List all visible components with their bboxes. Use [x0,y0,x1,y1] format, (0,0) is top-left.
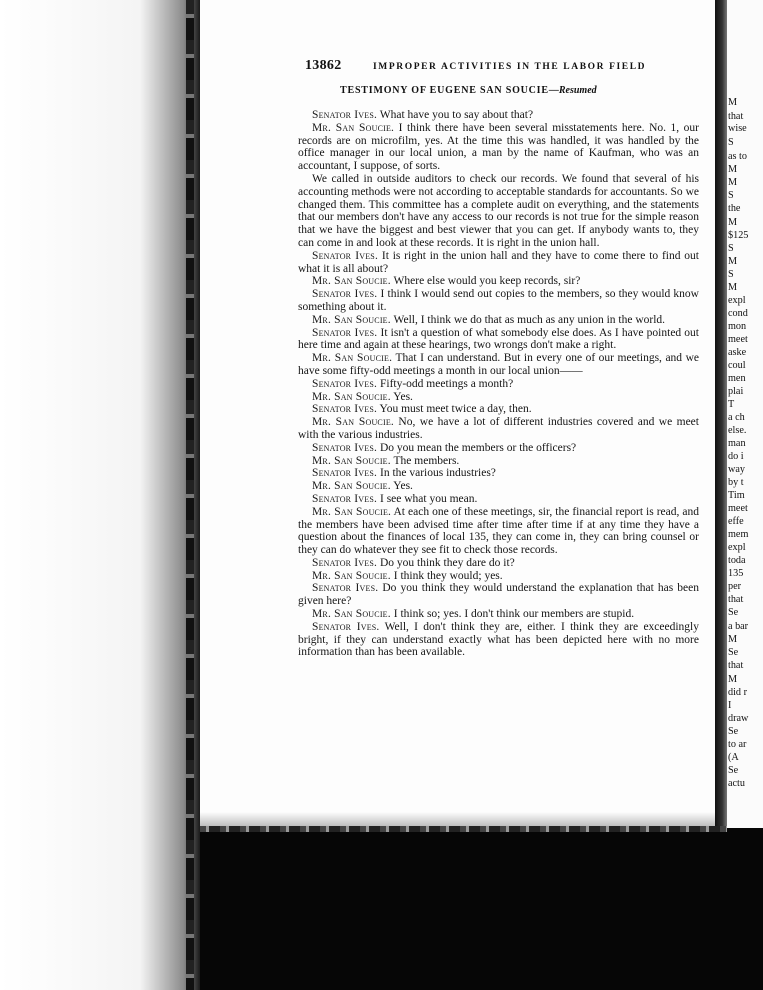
page-number: 13862 [305,58,342,73]
speaker-name: Mr. San Soucie. [312,608,391,621]
facing-page-text: the [728,203,741,214]
testimony-paragraph [298,288,699,314]
paragraph-text: Well, I don't think they are, either. I think they are exceedingly bright, if they can understand exactly what has been depicted here with no more information than has been available. [298,620,699,659]
testimony-paragraph [298,493,699,506]
paragraph-text: No, we have a lot of different industries covered and we meet with the various industries. [298,416,699,441]
facing-page-text: M [728,674,738,685]
facing-page-text: S [728,243,734,254]
testimony-paragraph [298,442,699,455]
paragraph-text: It is right in the union hall and they have to come there to find out what it is all about? [298,249,699,275]
testimony-paragraph [298,275,699,288]
facing-page-text: S [728,137,734,148]
facing-page-text: expl [728,542,746,553]
testimony-body [298,109,699,659]
binding-streak [186,0,194,990]
facing-page-text: as to [728,151,747,162]
paragraph-text: Do you think they would understand the explanation that has been given here? [298,582,699,608]
speaker-name: Mr. San Soucie. [312,121,395,134]
facing-page-text: per [728,581,742,592]
testimony-paragraph [298,314,699,327]
facing-page-text: draw [728,713,749,724]
facing-page-text: T [728,399,735,410]
testimony-paragraph [298,391,699,404]
speaker-name: Senator Ives. [312,467,378,480]
facing-page-text: toda [728,555,746,566]
paragraph-text: It isn't a question of what somebody else does. As I have pointed out here time and again at these hearings, two wrongs don't make a right. [298,326,700,352]
facing-page-text: S [728,190,734,201]
testimony-paragraph [298,109,699,122]
speaker-name: Senator Ives. [312,403,378,416]
testimony-paragraph [298,352,699,378]
facing-page-text: by t [728,477,744,488]
facing-page-text: meet [728,334,748,345]
testimony-paragraph [298,467,699,480]
facing-page-text: to ar [728,739,747,750]
facing-page-text: S [728,269,734,280]
facing-page-text: $125 [728,230,749,241]
testimony-paragraph [298,480,699,493]
paragraph-text: Do you think they dare do it? [377,556,515,569]
facing-page-text: way [728,464,745,475]
speaker-name: Mr. San Soucie. [312,416,394,429]
speaker-name: Senator Ives. [312,620,380,633]
paragraph-text: The members. [390,454,460,467]
facing-page-text: (A [728,752,739,763]
paragraph-text: I see what you mean. [377,492,478,505]
testimony-paragraph [298,570,699,583]
page-header [305,58,700,76]
speaker-name: Senator Ives. [312,326,378,339]
testimony-paragraph [298,122,699,173]
paragraph-text: Where else would you keep records, sir? [390,275,581,288]
testimony-paragraph [298,621,699,659]
paragraph-text: Do you mean the members or the officers? [377,441,577,454]
scan-dark-area [200,828,763,990]
facing-page-text: Se [728,765,739,776]
facing-page-text: a bar [728,621,749,632]
paragraph-text: At each one of these meetings, sir, the financial report is read, and the members have been advised time after time after time if at any time they have a question about the finances of local 135, they can come in, they can bring counsel or they can do whatever they see fit to check those records. [298,505,699,557]
speaker-name: Mr. San Soucie. [312,275,391,288]
paragraph-text: We called in outside auditors to check our records. We found that several of his accounting methods were not according to acceptable standards for accountants. So we changed them. This committee has a complete audit on everything, and the statements that our members don't have any access to our records is not true for the simple reason that we have the biggest and best viewer that you can get. If anybody wants to, they can come in and look at these records. It is right in the union hall. [298,172,699,249]
facing-page-fragment [727,0,763,828]
paragraph-text: I think there have been several misstatements here. No. 1, our records are on microfilm, yes. At the time this was handled, it was handled by the office manager in our local union, a man by the name of Kaufman, who was an accountant, I suppose, of sorts. [298,121,699,173]
facing-page-text: man [728,438,746,449]
page-edge-strip [200,826,727,832]
speaker-name: Senator Ives. [312,249,379,262]
paragraph-text: I think so; yes. I don't think our members are stupid. [390,608,635,621]
facing-page-text: I [728,700,732,711]
speaker-name: Senator Ives. [312,582,379,595]
facing-page-text: coul [728,360,746,371]
testimony-paragraph [298,327,699,353]
section-subhead [340,85,597,96]
testimony-paragraph [298,403,699,416]
facing-page-text: M [728,164,738,175]
testimony-paragraph [298,378,699,391]
facing-page-text: 135 [728,568,744,579]
facing-page-text: aske [728,347,747,358]
paragraph-text: That I can understand. But in every one of our meetings, and we have some fifty-odd meetings a month in our local union—— [298,352,699,377]
testimony-paragraph [298,250,699,276]
facing-page-text: do i [728,451,744,462]
facing-page-text: actu [728,778,745,789]
facing-page-text: else. [728,425,747,436]
testimony-paragraph [298,608,699,621]
testimony-paragraph [298,455,699,468]
facing-page-text: that [728,111,744,122]
paragraph-text: You must meet twice a day, then. [377,403,532,416]
speaker-name: Senator Ives. [312,109,378,121]
speaker-name: Mr. San Soucie. [312,390,391,403]
testimony-paragraph [298,506,699,557]
paragraph-text: Fifty-odd meetings a month? [377,377,514,390]
facing-page-text: plai [728,386,744,397]
speaker-name: Senator Ives. [312,288,378,301]
facing-page-text: Se [728,607,739,618]
facing-page-text: men [728,373,746,384]
paragraph-text: What have you to say about that? [377,109,534,121]
speaker-name: Senator Ives. [312,441,378,454]
facing-page-text: wise [728,123,747,134]
speaker-name: Mr. San Soucie. [312,480,391,493]
testimony-paragraph [298,582,699,608]
facing-page-text: that [728,594,744,605]
speaker-name: Mr. San Soucie. [312,505,392,518]
facing-page-text: a ch [728,412,745,423]
scan-left-margin [0,0,200,990]
facing-page-text: mem [728,529,749,540]
facing-page-text: M [728,634,738,645]
running-head: IMPROPER ACTIVITIES IN THE LABOR FIELD [373,62,647,72]
speaker-name: Mr. San Soucie. [312,569,391,582]
paragraph-text: In the various industries? [377,467,496,480]
facing-page-text: Tim [728,490,745,501]
paragraph-text: I think they would; yes. [390,569,503,582]
subhead-title: TESTIMONY OF EUGENE SAN SOUCIE [340,85,549,96]
facing-page-text: effe [728,516,744,527]
facing-page-text: M [728,217,738,228]
testimony-paragraph [298,173,699,250]
facing-page-text: M [728,97,738,108]
paragraph-text: I think I would send out copies to the members, so they would know something about it. [298,288,699,313]
speaker-name: Mr. San Soucie. [312,352,393,365]
facing-page-text: expl [728,295,746,306]
facing-page-text: Se [728,647,739,658]
facing-page-text: Se [728,726,739,737]
subhead-resumed: —Resumed [548,85,597,96]
facing-page-text: meet [728,503,748,514]
testimony-paragraph [298,557,699,570]
facing-page-text: M [728,177,738,188]
facing-page-text: did r [728,687,747,698]
facing-page-text: cond [728,308,748,319]
testimony-paragraph [298,416,699,442]
speaker-name: Mr. San Soucie. [312,454,391,467]
speaker-name: Senator Ives. [312,556,378,569]
paragraph-text: Yes. [390,390,413,403]
speaker-name: Senator Ives. [312,377,378,390]
facing-page-text: mon [728,321,747,332]
facing-page-text: M [728,256,738,267]
facing-page-text: that [728,660,744,671]
speaker-name: Senator Ives. [312,492,378,505]
paragraph-text: Well, I think we do that as much as any union in the world. [390,313,666,326]
facing-page-text: M [728,282,738,293]
paragraph-text: Yes. [390,480,413,493]
speaker-name: Mr. San Soucie. [312,313,391,326]
